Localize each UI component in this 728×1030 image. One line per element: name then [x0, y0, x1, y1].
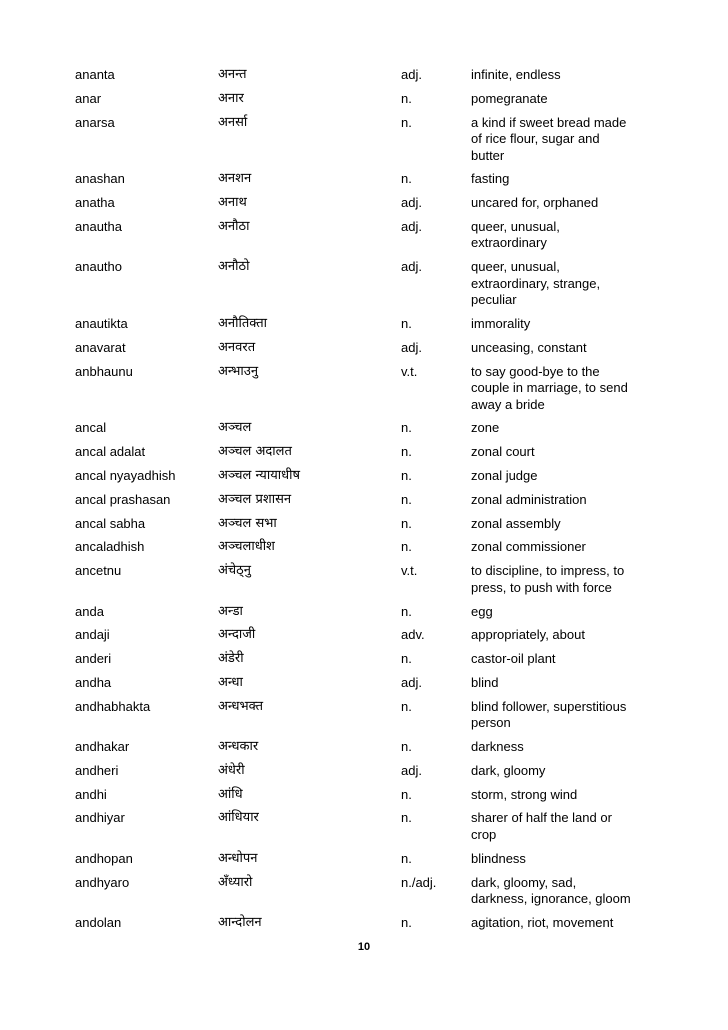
entry-romanized: andha [75, 674, 112, 690]
definition-line: zone [471, 420, 500, 436]
entry-romanized: ancal sabha [75, 515, 146, 531]
entry-romanized: andhi [75, 786, 107, 802]
entry-devanagari: अन्डा [218, 603, 243, 619]
entry-definition [471, 763, 653, 780]
entry-devanagari: अञ्चल सभा [218, 515, 277, 531]
entry-definition [471, 340, 653, 357]
dictionary-entry [75, 195, 655, 219]
entry-part-of-speech: adv. [401, 627, 425, 643]
definition-line: blindness [471, 850, 526, 866]
entry-part-of-speech: adj. [401, 67, 422, 82]
entry-part-of-speech: n. [401, 739, 412, 755]
dictionary-entry [75, 739, 655, 763]
entry-part-of-speech: v.t. [401, 563, 418, 579]
entry-part-of-speech: n. [401, 850, 412, 866]
entry-romanized: anar [75, 90, 102, 106]
entry-definition [471, 563, 653, 596]
entry-part-of-speech: adj. [401, 218, 422, 234]
entry-definition [471, 364, 653, 414]
definition-line: sharer of half the land or [471, 810, 612, 826]
dictionary-entry [75, 115, 655, 172]
entry-part-of-speech: n. [401, 914, 412, 930]
entry-definition [471, 420, 653, 437]
entry-part-of-speech: v.t. [401, 363, 418, 379]
dictionary-entry [75, 699, 655, 739]
entry-definition [471, 195, 653, 212]
entry-devanagari: अनर्सा [218, 114, 248, 130]
entry-part-of-speech: adj. [401, 762, 422, 778]
entry-romanized: andheri [75, 762, 119, 778]
definition-line: person [471, 715, 511, 731]
entry-romanized: andhiyar [75, 810, 125, 826]
definition-line: zonal assembly [471, 515, 561, 531]
entry-part-of-speech: n. [401, 444, 412, 460]
entry-part-of-speech: n. [401, 810, 412, 826]
entry-definition [471, 516, 653, 533]
dictionary-entry [75, 340, 655, 364]
entry-devanagari: अञ्चलाधीश [218, 539, 275, 555]
entry-definition [471, 171, 653, 188]
definition-line: queer, unusual, [471, 218, 560, 234]
entry-romanized: andolan [75, 914, 122, 930]
dictionary-entry [75, 563, 655, 603]
entry-definition [471, 604, 653, 621]
entry-devanagari: अनन्त [218, 67, 247, 82]
entry-devanagari: अंचेठ्नु [218, 563, 251, 579]
definition-line: peculiar [471, 292, 517, 308]
definition-line: egg [471, 603, 493, 619]
definition-line: of rice flour, sugar and [471, 131, 600, 147]
entry-part-of-speech: n. [401, 316, 412, 332]
entry-romanized: anautikta [75, 316, 128, 332]
entry-devanagari: अनार [218, 90, 244, 106]
entry-devanagari: अनाथ [218, 195, 247, 211]
definition-line: storm, strong wind [471, 786, 578, 802]
entry-romanized: ancaladhish [75, 539, 145, 555]
entry-devanagari: आंधियार [218, 810, 259, 826]
entry-romanized: anautho [75, 259, 122, 275]
entry-devanagari: अन्दाजी [218, 627, 256, 643]
entry-romanized: ancal adalat [75, 444, 146, 460]
definition-line: fasting [471, 171, 510, 187]
entry-devanagari: अनौठा [218, 218, 250, 234]
entry-devanagari: अनौठो [218, 259, 250, 275]
entry-romanized: ananta [75, 67, 115, 82]
entry-romanized: anbhaunu [75, 363, 133, 379]
entry-romanized: anautha [75, 218, 122, 234]
dictionary-entry [75, 91, 655, 115]
entry-romanized: andhakar [75, 739, 130, 755]
entry-definition [471, 699, 653, 732]
entry-definition [471, 115, 653, 165]
entry-devanagari: अञ्चल प्रशासन [218, 491, 292, 507]
entry-part-of-speech: adj. [401, 195, 422, 211]
entry-part-of-speech: n. [401, 114, 412, 130]
entry-romanized: anavarat [75, 339, 126, 355]
entry-part-of-speech: adj. [401, 259, 422, 275]
definition-line: a kind if sweet bread made [471, 114, 627, 130]
entry-definition [471, 810, 653, 843]
definition-line: uncared for, orphaned [471, 195, 599, 211]
dictionary-entry [75, 787, 655, 811]
entry-devanagari: अन्भाउनु [218, 363, 259, 379]
entry-romanized: anda [75, 603, 104, 619]
definition-line: couple in marriage, to send [471, 380, 628, 396]
dictionary-entry [75, 316, 655, 340]
definition-line: immorality [471, 316, 531, 332]
dictionary-entry [75, 627, 655, 651]
entry-definition [471, 219, 653, 252]
definition-line: appropriately, about [471, 627, 585, 643]
entry-devanagari: अनौतिक्ता [218, 316, 268, 332]
entry-part-of-speech: n. [401, 603, 412, 619]
definition-line: queer, unusual, [471, 259, 560, 275]
entry-definition [471, 739, 653, 756]
entry-romanized: andhopan [75, 850, 133, 866]
entry-devanagari: अँध्यारो [218, 874, 253, 890]
entry-definition [471, 675, 653, 692]
entry-devanagari: अंडेरी [218, 651, 244, 667]
entry-romanized: anatha [75, 195, 115, 211]
definition-line: zonal court [471, 444, 535, 460]
entry-romanized: ancetnu [75, 563, 122, 579]
entry-devanagari: अञ्चल अदालत [218, 444, 292, 460]
dictionary-entry [75, 516, 655, 540]
entry-devanagari: अन्धा [218, 674, 243, 690]
entry-definition [471, 627, 653, 644]
definition-line: crop [471, 826, 497, 842]
entry-romanized: andhyaro [75, 874, 130, 890]
definition-line: away a bride [471, 396, 545, 412]
entry-definition [471, 915, 653, 932]
definition-line: unceasing, constant [471, 339, 587, 355]
definition-line: pomegranate [471, 90, 548, 106]
entry-devanagari: अन्धभक्त [218, 698, 264, 714]
definition-line: to say good-bye to the [471, 363, 600, 379]
definition-line: extraordinary [471, 235, 547, 251]
entry-part-of-speech: n. [401, 698, 412, 714]
entry-part-of-speech: n. [401, 539, 412, 555]
entry-definition [471, 875, 653, 908]
dictionary-entry [75, 67, 655, 91]
definition-line: dark, gloomy, sad, [471, 874, 577, 890]
entry-romanized: andaji [75, 627, 110, 643]
entry-devanagari: आन्दोलन [218, 914, 262, 930]
entry-part-of-speech: n. [401, 90, 412, 106]
entry-devanagari: अनशन [218, 171, 252, 187]
entry-part-of-speech: n. [401, 420, 412, 436]
dictionary-entry [75, 420, 655, 444]
entry-romanized: anderi [75, 651, 112, 667]
entry-part-of-speech: n. [401, 786, 412, 802]
dictionary-entry [75, 763, 655, 787]
dictionary-entry [75, 171, 655, 195]
entry-definition [471, 468, 653, 485]
entry-romanized: andhabhakta [75, 698, 151, 714]
definition-line: blind follower, superstitious [471, 698, 627, 714]
entry-definition [471, 851, 653, 868]
dictionary-entry [75, 604, 655, 628]
definition-line: press, to push with force [471, 579, 612, 595]
dictionary-entry [75, 364, 655, 421]
entry-devanagari: अनवरत [218, 339, 256, 355]
definition-line: to discipline, to impress, to [471, 563, 625, 579]
entry-romanized: ancal [75, 420, 107, 436]
dictionary-entry [75, 915, 655, 939]
entry-part-of-speech: adj. [401, 674, 422, 690]
definition-line: darkness [471, 739, 524, 755]
definition-line: zonal judge [471, 468, 538, 484]
entry-definition [471, 259, 653, 309]
entry-definition [471, 787, 653, 804]
dictionary-entry [75, 468, 655, 492]
definition-line: agitation, riot, movement [471, 914, 614, 930]
entry-romanized: ancal nyayadhish [75, 468, 176, 484]
definition-line: extraordinary, strange, [471, 275, 601, 291]
entry-part-of-speech: n. [401, 515, 412, 531]
entry-part-of-speech: n. [401, 468, 412, 484]
entry-romanized: ancal prashasan [75, 491, 171, 507]
entry-definition [471, 67, 653, 84]
dictionary-entry [75, 851, 655, 875]
definition-line: butter [471, 147, 505, 163]
definition-line: infinite, endless [471, 67, 561, 82]
definition-line: blind [471, 674, 499, 690]
entry-part-of-speech: n. [401, 491, 412, 507]
entry-part-of-speech: n. [401, 651, 412, 667]
definition-line: darkness, ignorance, gloom [471, 891, 631, 907]
entry-list [75, 67, 655, 939]
dictionary-entry [75, 219, 655, 259]
dictionary-entry [75, 444, 655, 468]
dictionary-entry [75, 259, 655, 316]
entry-devanagari: अंधेरी [218, 762, 245, 778]
entry-part-of-speech: n./adj. [401, 874, 437, 890]
dictionary-entry [75, 875, 655, 915]
definition-line: zonal commissioner [471, 539, 586, 555]
entry-definition [471, 651, 653, 668]
entry-definition [471, 492, 653, 509]
entry-romanized: anarsa [75, 114, 115, 130]
entry-definition [471, 91, 653, 108]
entry-definition [471, 316, 653, 333]
dictionary-entry [75, 651, 655, 675]
dictionary-entry [75, 810, 655, 850]
definition-line: zonal administration [471, 491, 587, 507]
entry-romanized: anashan [75, 171, 125, 187]
entry-devanagari: अन्धोपन [218, 850, 258, 866]
definition-line: dark, gloomy [471, 762, 546, 778]
entry-definition [471, 539, 653, 556]
entry-part-of-speech: n. [401, 171, 412, 187]
dictionary-entry [75, 539, 655, 563]
definition-line: castor-oil plant [471, 651, 556, 667]
entry-part-of-speech: adj. [401, 339, 422, 355]
dictionary-entry [75, 675, 655, 699]
entry-definition [471, 444, 653, 461]
entry-devanagari: अञ्चल [218, 420, 252, 436]
entry-devanagari: आंधि [218, 786, 243, 802]
page-number: 10 [357, 941, 371, 953]
entry-devanagari: अन्धकार [218, 739, 259, 755]
entry-devanagari: अञ्चल न्यायाधीष [218, 468, 300, 484]
dictionary-entry [75, 492, 655, 516]
